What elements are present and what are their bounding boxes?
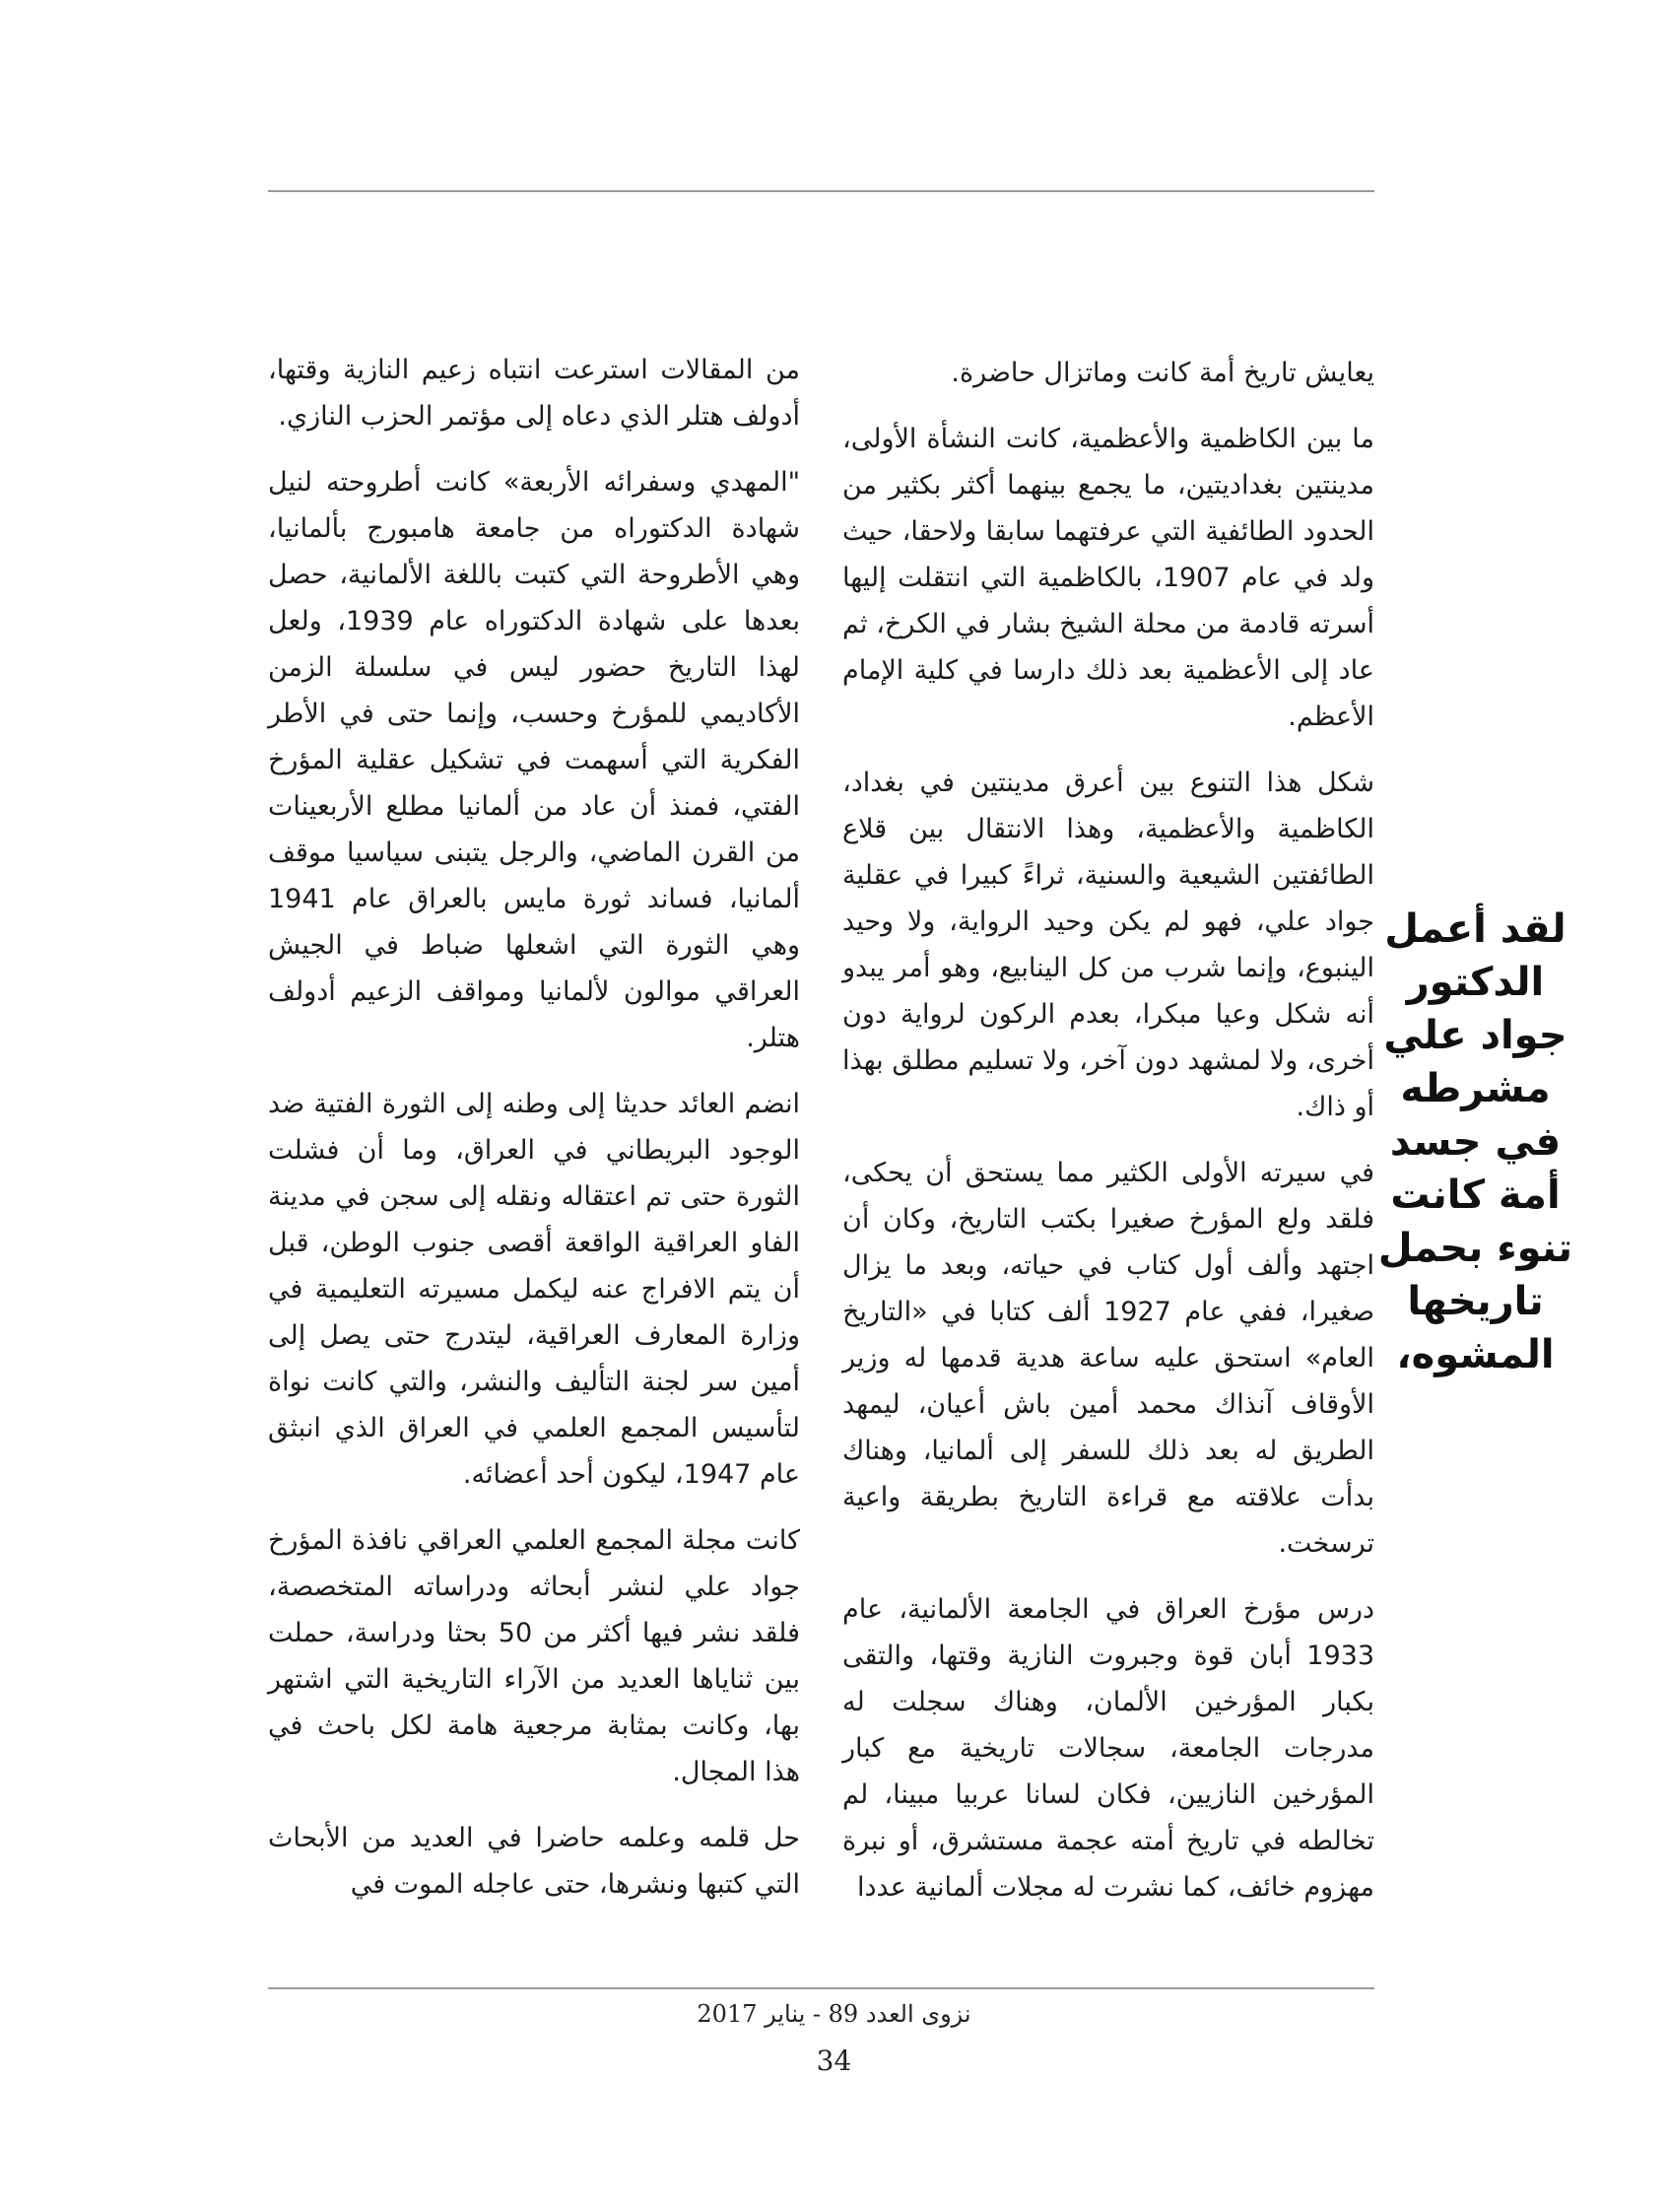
paragraph: انضم العائد حديثا إلى وطنه إلى الثورة الفتية ضد الوجود البريطاني في العراق، وما أن فشلت الثورة حتى تم اعتقاله ونقله إلى سجن في مدينة الفاو العراقية الواقعة أقصى جنوب الوطن، قبل أن يتم الافراج عنه ليكمل مسيرته التعليمية في وزارة المعارف العراقية، ليتدرج حتى يصل إلى أمين سر لجنة التأليف والنشر، والتي كانت نواة لتأسيس المجمع العلمي في العراق الذي انبثق عام 1947، ليكون أحد أعضائه. [268, 1089, 800, 1490]
pull-quote: لقد أعمل الدكتور جواد علي مشرطه في جسد أمة كانت تنوء بحمل تاريخها المشوه، [1377, 906, 1573, 1377]
bottom-rule [268, 1987, 1374, 1989]
issue-footer: نزوى العدد 89 - يناير 2017 [697, 2000, 971, 2028]
paragraph: في سيرته الأولى الكثير مما يستحق أن يحكى، فلقد ولع المؤرخ صغيرا بكتب التاريخ، وكان أن اجتهد وألف أول كتاب في حياته، وبعد ما يزال صغيرا، ففي عام 1927 ألف كتابا في «التاريخ العام» استحق عليه ساعة هدية قدمها له وزير الأوقاف آنذاك محمد أمين باش أعيان، ليمهد الطريق له بعد ذلك للسفر إلى ألمانيا، وهناك بدأت علاقته مع قراءة التاريخ بطريقة واعية ترسخت. [842, 1158, 1374, 1559]
top-rule [268, 190, 1374, 192]
page-number: 34 [816, 2044, 852, 2077]
paragraph: شكل هذا التنوع بين أعرق مدينتين في بغداد، الكاظمية والأعظمية، وهذا الانتقال بين قلاع الطائفتين الشيعية والسنية، ثراءً كبيرا في عقلية جواد علي، فهو لم يكن وحيد الرواية، ولا وحيد الينبوع، وإنما شرب من كل الينابيع، وهو أمر يبدو أنه شكل وعيا مبكرا، بعدم الركون لرواية دون أخرى، ولا لمشهد دون آخر، ولا تسليم مطلق بهذا أو ذاك. [842, 768, 1374, 1122]
article-column-left [268, 347, 800, 1927]
paragraph: "المهدي وسفرائه الأربعة» كانت أطروحته لنيل شهادة الدكتوراه من جامعة هامبورج بألمانيا، وهي الأطروحة التي كتبت باللغة الألمانية، حصل بعدها على شهادة الدكتوراه عام 1939، ولعل لهذا التاريخ حضور ليس في سلسلة الزمن الأكاديمي للمؤرخ وحسب، وإنما حتى في الأطر الفكرية التي أسهمت في تشكيل عقلية المؤرخ الفتي، فمنذ أن عاد من ألمانيا مطلع الأربعينات من القرن الماضي، والرجل يتبنى سياسيا موقف ألمانيا، فساند ثورة مايس بالعراق عام 1941 وهي الثورة التي اشعلها ضباط في الجيش العراقي موالون لألمانيا ومواقف الزعيم أدولف هتلر. [268, 467, 800, 1053]
paragraph: يعايش تاريخ أمة كانت وماتزال حاضرة. [951, 358, 1374, 388]
paragraph: كانت مجلة المجمع العلمي العراقي نافذة المؤرخ جواد علي لنشر أبحاثه ودراساته المتخصصة، فلقد نشر فيها أكثر من 50 بحثا ودراسة، حملت بين ثناياها العديد من الآراء التاريخية التي اشتهر بها، وكانت بمثابة مرجعية هامة لكل باحث في هذا المجال. [268, 1525, 800, 1787]
paragraph: درس مؤرخ العراق في الجامعة الألمانية، عام 1933 أبان قوة وجبروت النازية وقتها، والتقى بكبار المؤرخين الألمان، وهناك سجلت له مدرجات الجامعة، سجالات تاريخية مع كبار المؤرخين النازيين، فكان لسانا عربيا مبينا، لم تخالطه في تاريخ أمته عجمة مستشرق، أو نبرة مهزوم خائف، كما نشرت له مجلات ألمانية عددا [842, 1594, 1374, 1903]
paragraph: حل قلمه وعلمه حاضرا في العديد من الأبحاث التي كتبها ونشرها، حتى عاجله الموت في [268, 1823, 800, 1900]
article-column-right [842, 350, 1374, 1930]
paragraph: ما بين الكاظمية والأعظمية، كانت النشأة الأولى، مدينتين بغداديتين، ما يجمع بينهما أكثر بكثير من الحدود الطائفية التي عرفتهما سابقا ولاحقا، حيث ولد في عام 1907، بالكاظمية التي انتقلت إليها أسرته قادمة من محلة الشيخ بشار في الكرخ، ثم عاد إلى الأعظمية بعد ذلك دارسا في كلية الإمام الأعظم. [842, 424, 1374, 732]
paragraph: من المقالات استرعت انتباه زعيم النازية وقتها، أدولف هتلر الذي دعاه إلى مؤتمر الحزب النازي. [268, 355, 800, 432]
